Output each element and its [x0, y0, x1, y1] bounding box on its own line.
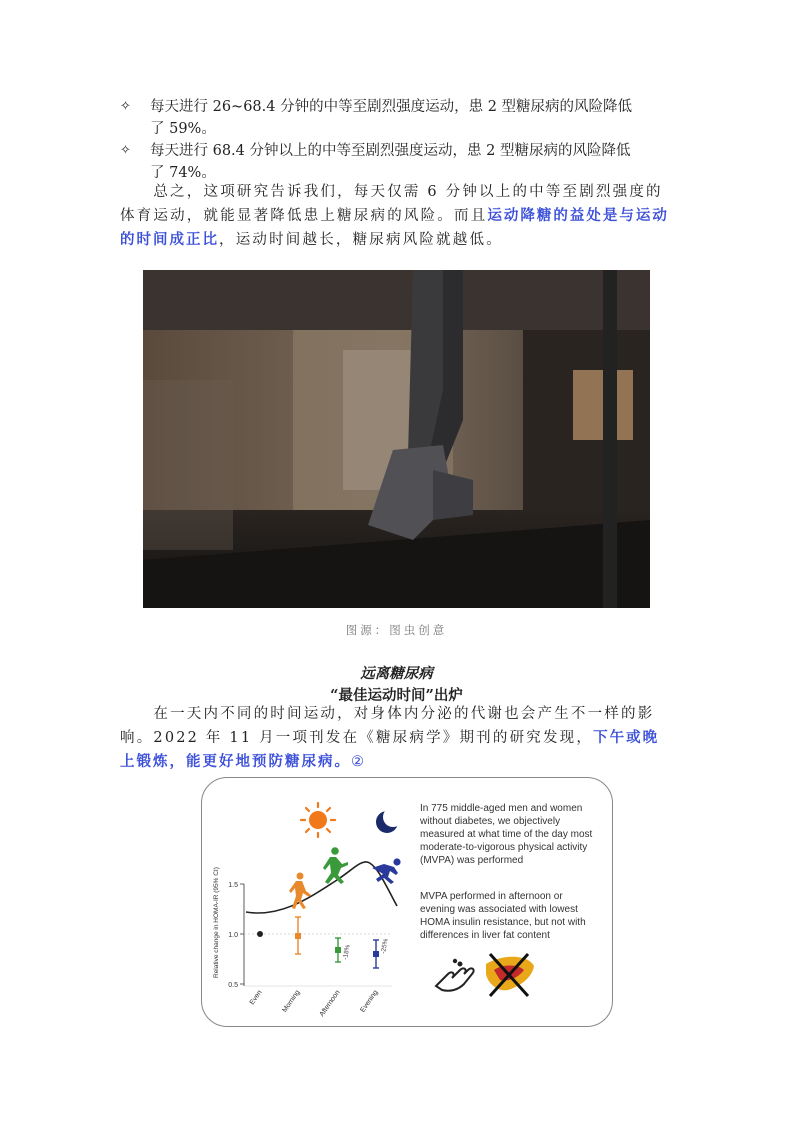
- y-tick-label: 0.5: [228, 982, 238, 989]
- x-tick-label: Afternoon: [318, 989, 342, 1019]
- y-tick-label: 1.0: [228, 932, 238, 939]
- bullet-line-1: 每天进行 26~68.4 分钟的中等至剧烈强度运动，患 2 型糖尿病的风险降低: [150, 99, 633, 115]
- figure-text-study: In 775 middle-aged men and women without diabetes, we objectively measured at what time of the day most moderate-to-vigorous physical activity (MVPA) was performed: [420, 803, 593, 866]
- diamond-bullet-icon: ✧: [120, 143, 131, 158]
- footnote-marker: ②: [351, 754, 367, 770]
- summary-paragraph: [120, 180, 675, 252]
- hand-touch-icon: [436, 960, 474, 991]
- section-heading: 远离糖尿病: [360, 665, 433, 682]
- bullet-line-2: 了 74%。: [150, 165, 216, 181]
- section-paragraph: [120, 702, 675, 774]
- image-caption: 图源：图虫创意: [345, 623, 448, 637]
- bullet-line-2: 了 59%。: [150, 121, 216, 137]
- x-tick-label: Morning: [281, 989, 302, 1014]
- summary-text-end: ，运动时间越长，糖尿病风险就越低。: [219, 232, 503, 248]
- runner-morning-icon: [289, 873, 311, 910]
- bullet-item: [120, 140, 680, 184]
- figure-text-finding: MVPA performed in afternoon or evening was associated with lowest HOMA insulin resistance, but not with differences in liver fat content: [420, 891, 586, 941]
- bullet-line-1: 每天进行 68.4 分钟以上的中等至剧烈强度运动，患 2 型糖尿病的风险降低: [150, 143, 631, 159]
- summary-text: 总之，这项研究告诉我们，每天仅需 6 分钟以上的中等至剧烈强度的体育运动，就能显著降低患上糖尿病的风险。而且: [120, 184, 663, 224]
- bullet-item: [120, 96, 680, 140]
- y-axis: [240, 884, 244, 986]
- data-point-evening: [373, 951, 379, 957]
- runner-afternoon-icon: [323, 847, 348, 884]
- section-text: 在一天内不同的时间运动，对身体内分泌的代谢也会产生不一样的影响。2022 年 11 月一项刊发在《糖尿病学》期刊的研究发现，: [120, 706, 655, 746]
- y-tick-label: 1.5: [228, 882, 238, 889]
- research-figure: [201, 777, 613, 1027]
- treadmill-illustration: [143, 270, 650, 608]
- x-tick-label: Even: [248, 989, 264, 1007]
- y-axis-label: Relative change in HOMA-IR (95% CI): [213, 867, 220, 978]
- diamond-bullet-icon: ✧: [120, 99, 131, 114]
- sun-icon: [301, 803, 335, 837]
- percent-annotation: -25%: [380, 938, 390, 955]
- section-highlight: 下午或晚上锻炼，能更好地预防糖尿病。: [120, 730, 660, 770]
- data-point-afternoon: [335, 947, 341, 953]
- section-subheading: “最佳运动时间”出炉: [330, 687, 463, 704]
- treadmill-photo: [143, 270, 650, 608]
- summary-highlight: 运动降糖的益处是与运动的时间成正比: [120, 208, 669, 248]
- data-point-morning: [295, 933, 301, 939]
- data-point-even: [257, 931, 263, 937]
- x-tick-label: Evening: [359, 989, 380, 1014]
- liver-crossed-icon: [486, 954, 534, 996]
- moon-icon: [376, 807, 403, 833]
- percent-annotation: -18%: [342, 944, 352, 961]
- runner-evening-icon: [372, 858, 401, 884]
